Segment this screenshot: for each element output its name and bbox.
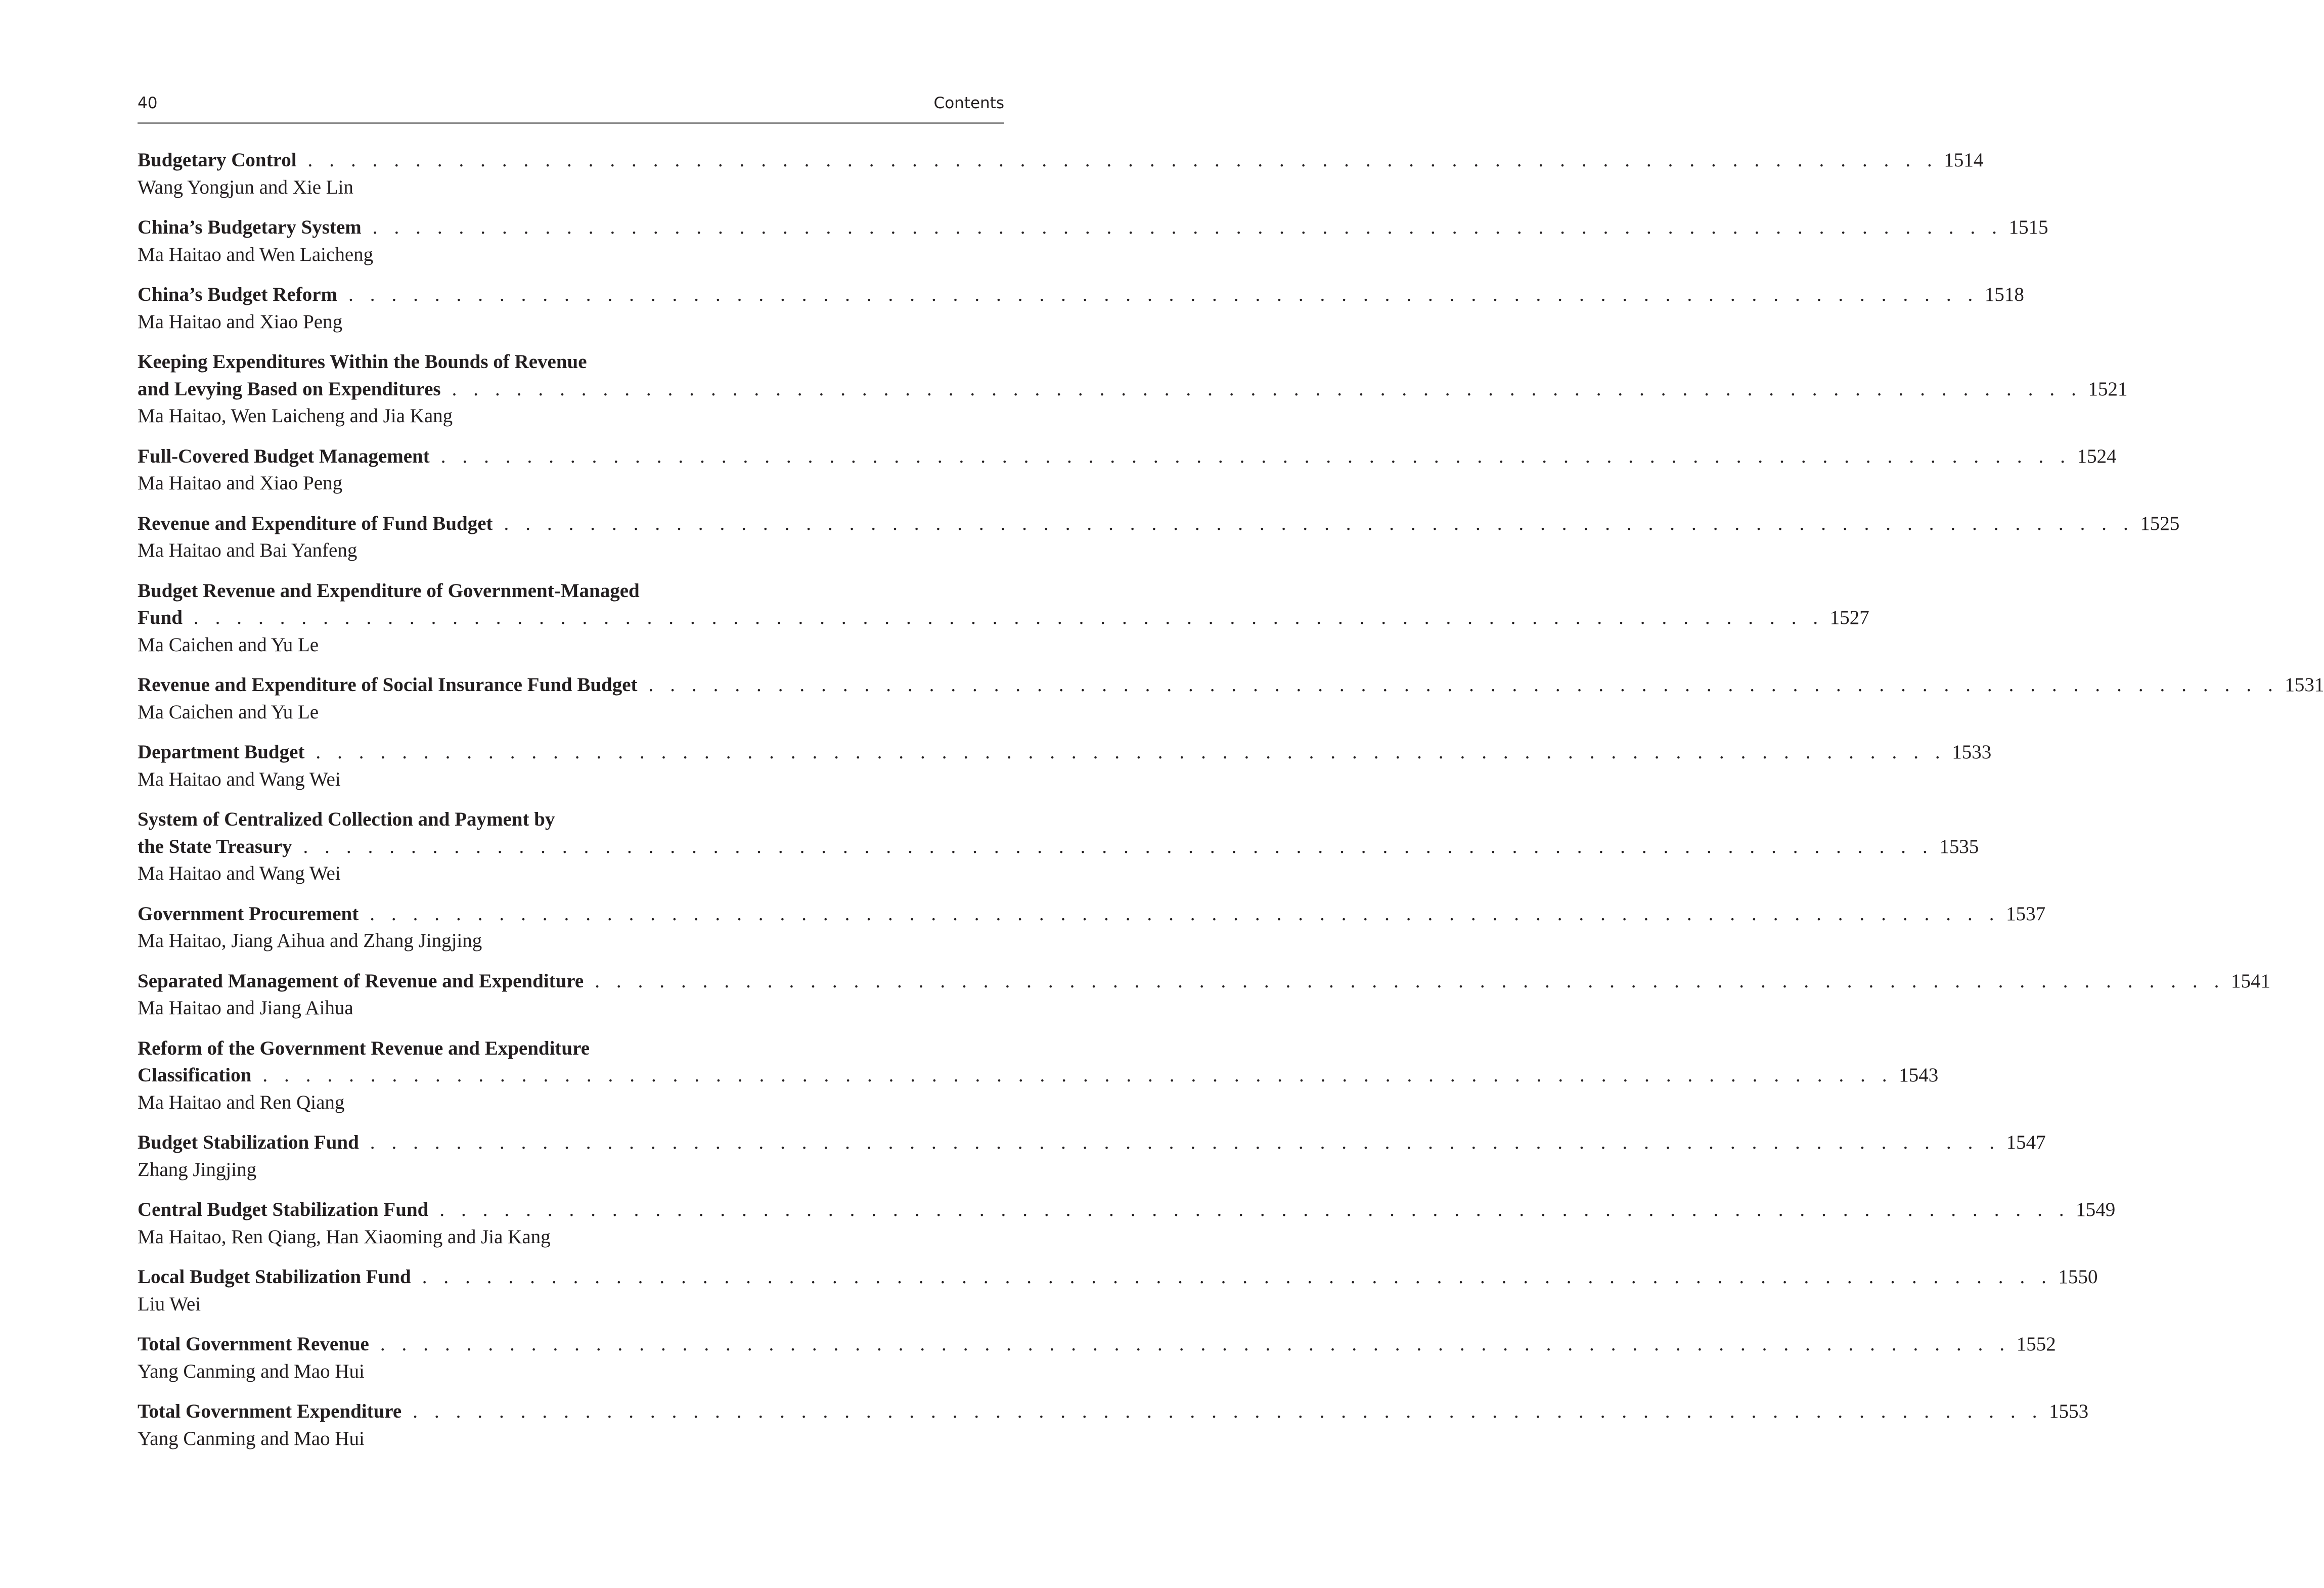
toc-entry[interactable] bbox=[138, 443, 2117, 497]
dot-leader: . . . . . . . . . . . . . . . . . . . . . . . . . . . . . . . . . . . . . . . . . . . . . . . . . . . . . . . . . . . . . . . . . . . . . . . . . . . . bbox=[595, 970, 2225, 992]
dot-leader: . . . . . . . . . . . . . . . . . . . . . . . . . . . . . . . . . . . . . . . . . . . . . . . . . . . . . . . . . . . . . . . . . . . . . . . . . . . . bbox=[303, 835, 1934, 857]
dot-leader: . . . . . . . . . . . . . . . . . . . . . . . . . . . . . . . . . . . . . . . . . . . . . . . . . . . . . . . . . . . . . . . . . . . . . . . . . . . . bbox=[370, 902, 2000, 925]
toc-entry[interactable] bbox=[138, 1129, 2046, 1183]
toc-entry[interactable] bbox=[138, 739, 1992, 793]
toc-entry[interactable] bbox=[138, 510, 2180, 564]
chapter-title-line bbox=[138, 900, 2046, 928]
page-reference: 1514 bbox=[1944, 149, 1984, 171]
chapter-title: Central Budget Stabilization Fund bbox=[138, 1199, 429, 1220]
chapter-authors: Zhang Jingjing bbox=[138, 1158, 257, 1181]
dot-leader: . . . . . . . . . . . . . . . . . . . . . . . . . . . . . . . . . . . . . . . . . . . . . . . . . . . . . . . . . . . . . . . . . . . . . . . . . . . . bbox=[307, 149, 1938, 171]
chapter-authors: Ma Haitao and Jiang Aihua bbox=[138, 997, 353, 1019]
page-reference: 1531 bbox=[2285, 674, 2324, 696]
page-reference: 1515 bbox=[2008, 216, 2048, 238]
chapter-title-line bbox=[138, 1263, 2098, 1291]
chapter-title-line bbox=[138, 1331, 2056, 1358]
chapter-title-line bbox=[138, 1196, 2116, 1223]
chapter-title: the State Treasury bbox=[138, 835, 292, 857]
page-reference: 1541 bbox=[2231, 970, 2271, 992]
dot-leader: . . . . . . . . . . . . . . . . . . . . . . . . . . . . . . . . . . . . . . . . . . . . . . . . . . . . . . . . . . . . . . . . . . . . . . . . . . . . bbox=[452, 378, 2082, 400]
chapter-title: Total Government Expenditure bbox=[138, 1400, 402, 1422]
dot-leader: . . . . . . . . . . . . . . . . . . . . . . . . . . . . . . . . . . . . . . . . . . . . . . . . . . . . . . . . . . . . . . . . . . . . . . . . . . . . bbox=[348, 284, 1979, 305]
toc-entry[interactable] bbox=[138, 1263, 2098, 1318]
chapter-title-line bbox=[138, 214, 2048, 241]
dot-leader: . . . . . . . . . . . . . . . . . . . . . . . . . . . . . . . . . . . . . . . . . . . . . . . . . . . . . . . . . . . . . . . . . . . . . . . . . . . . bbox=[193, 607, 1824, 628]
chapter-authors: Ma Haitao and Xiao Peng bbox=[138, 472, 343, 494]
chapter-authors: Ma Haitao, Wen Laicheng and Jia Kang bbox=[138, 405, 453, 427]
chapter-title: Fund bbox=[138, 607, 183, 628]
chapter-authors: Ma Haitao and Xiao Peng bbox=[138, 310, 343, 333]
dot-leader: . . . . . . . . . . . . . . . . . . . . . . . . . . . . . . . . . . . . . . . . . . . . . . . . . . . . . . . . . . . . . . . . . . . . . . . . . . . . bbox=[439, 1199, 2070, 1220]
page-reference: 1521 bbox=[2088, 378, 2128, 400]
chapter-title: China’s Budget Reform bbox=[138, 284, 338, 305]
chapter-title: Classification bbox=[138, 1064, 252, 1086]
chapter-title: China’s Budgetary System bbox=[138, 216, 362, 238]
chapter-authors: Yang Canming and Mao Hui bbox=[138, 1360, 365, 1382]
chapter-title: Revenue and Expenditure of Social Insurance Fund Budget bbox=[138, 674, 638, 696]
page-reference: 1518 bbox=[1984, 284, 2024, 305]
chapter-authors: Ma Haitao and Wang Wei bbox=[138, 863, 341, 884]
toc-entry[interactable] bbox=[138, 147, 1984, 201]
page-reference: 1533 bbox=[1952, 741, 1992, 763]
chapter-authors: Ma Haitao, Ren Qiang, Han Xiaoming and Jia Kang bbox=[138, 1226, 551, 1248]
chapter-authors: Ma Caichen and Yu Le bbox=[138, 633, 319, 656]
chapter-authors: Ma Caichen and Yu Le bbox=[138, 701, 319, 723]
chapter-title-line bbox=[138, 281, 2024, 308]
chapter-title-first-line: Budget Revenue and Expenditure of Government-Managed bbox=[138, 579, 640, 602]
chapter-title-line bbox=[138, 671, 2324, 699]
chapter-authors: Ma Haitao and Wen Laicheng bbox=[138, 243, 374, 265]
page-reference: 1535 bbox=[1939, 835, 1979, 857]
page-number: 40 bbox=[138, 94, 158, 112]
toc-entry[interactable] bbox=[138, 806, 1979, 887]
chapter-authors: Yang Canming and Mao Hui bbox=[138, 1427, 365, 1449]
chapter-title: Budget Stabilization Fund bbox=[138, 1131, 359, 1153]
chapter-title-first-line: System of Centralized Collection and Payment by bbox=[138, 808, 555, 830]
page-reference: 1543 bbox=[1899, 1064, 1939, 1086]
chapter-title-line bbox=[138, 739, 1992, 766]
toc-entry[interactable] bbox=[138, 1196, 2116, 1250]
chapter-title: and Levying Based on Expenditures bbox=[138, 378, 441, 400]
chapter-title-line bbox=[138, 604, 1869, 631]
dot-leader: . . . . . . . . . . . . . . . . . . . . . . . . . . . . . . . . . . . . . . . . . . . . . . . . . . . . . . . . . . . . . . . . . . . . . . . . . . . . bbox=[422, 1266, 2052, 1288]
chapter-title: Full-Covered Budget Management bbox=[138, 445, 430, 467]
toc-entry[interactable] bbox=[138, 1035, 1939, 1116]
chapter-title: Revenue and Expenditure of Fund Budget bbox=[138, 512, 493, 534]
toc-entry[interactable] bbox=[138, 1331, 2056, 1385]
toc-entry[interactable] bbox=[138, 577, 1869, 659]
chapter-title-first-line: Reform of the Government Revenue and Expenditure bbox=[138, 1037, 590, 1059]
running-head-title: Contents bbox=[933, 94, 1004, 112]
chapter-authors: Liu Wei bbox=[138, 1293, 201, 1315]
toc-entry[interactable] bbox=[138, 671, 2324, 725]
chapter-title: Government Procurement bbox=[138, 902, 359, 925]
chapter-authors: Ma Haitao, Jiang Aihua and Zhang Jingjing bbox=[138, 930, 482, 951]
chapter-title-line bbox=[138, 1398, 2089, 1425]
dot-leader: . . . . . . . . . . . . . . . . . . . . . . . . . . . . . . . . . . . . . . . . . . . . . . . . . . . . . . . . . . . . . . . . . . . . . . . . . . . . bbox=[440, 445, 2071, 467]
page-reference: 1525 bbox=[2140, 512, 2180, 534]
dot-leader: . . . . . . . . . . . . . . . . . . . . . . . . . . . . . . . . . . . . . . . . . . . . . . . . . . . . . . . . . . . . . . . . . . . . . . . . . . . . bbox=[413, 1400, 2043, 1422]
dot-leader: . . . . . . . . . . . . . . . . . . . . . . . . . . . . . . . . . . . . . . . . . . . . . . . . . . . . . . . . . . . . . . . . . . . . . . . . . . . . bbox=[372, 216, 2003, 238]
page-reference: 1550 bbox=[2058, 1266, 2098, 1288]
page-reference: 1524 bbox=[2077, 445, 2117, 467]
chapter-title-line bbox=[138, 968, 2271, 995]
page-reference: 1537 bbox=[2006, 902, 2046, 925]
chapter-title-line bbox=[138, 510, 2180, 537]
chapter-title: Separated Management of Revenue and Expenditure bbox=[138, 970, 584, 992]
toc-entry[interactable] bbox=[138, 968, 2271, 1022]
toc-entry[interactable] bbox=[138, 1398, 2089, 1452]
table-of-contents bbox=[138, 147, 2324, 1465]
chapter-title-first-line: Keeping Expenditures Within the Bounds of Revenue bbox=[138, 351, 587, 373]
chapter-title-line bbox=[138, 147, 1984, 174]
dot-leader: . . . . . . . . . . . . . . . . . . . . . . . . . . . . . . . . . . . . . . . . . . . . . . . . . . . . . . . . . . . . . . . . . . . . . . . . . . . . bbox=[370, 1131, 2000, 1153]
chapter-authors: Wang Yongjun and Xie Lin bbox=[138, 176, 353, 198]
page-reference: 1547 bbox=[2006, 1131, 2046, 1153]
chapter-authors: Ma Haitao and Ren Qiang bbox=[138, 1091, 345, 1113]
chapter-title: Total Government Revenue bbox=[138, 1333, 369, 1355]
toc-entry[interactable] bbox=[138, 214, 2048, 268]
chapter-title-line bbox=[138, 443, 2117, 470]
chapter-title-line bbox=[138, 833, 1979, 860]
toc-entry[interactable] bbox=[138, 281, 2024, 335]
dot-leader: . . . . . . . . . . . . . . . . . . . . . . . . . . . . . . . . . . . . . . . . . . . . . . . . . . . . . . . . . . . . . . . . . . . . . . . . . . . . bbox=[262, 1064, 1893, 1086]
dot-leader: . . . . . . . . . . . . . . . . . . . . . . . . . . . . . . . . . . . . . . . . . . . . . . . . . . . . . . . . . . . . . . . . . . . . . . . . . . . . bbox=[648, 674, 2279, 696]
chapter-title: Department Budget bbox=[138, 741, 305, 763]
page-reference: 1549 bbox=[2076, 1199, 2116, 1220]
toc-entry[interactable] bbox=[138, 348, 2128, 430]
running-head bbox=[138, 91, 1004, 116]
header-rule bbox=[138, 122, 1004, 124]
toc-entry[interactable] bbox=[138, 900, 2046, 955]
chapter-authors: Ma Haitao and Bai Yanfeng bbox=[138, 539, 357, 561]
chapter-title-line bbox=[138, 1062, 1939, 1089]
page-reference: 1527 bbox=[1829, 607, 1869, 628]
chapter-title: Budgetary Control bbox=[138, 149, 297, 171]
page-reference: 1552 bbox=[2016, 1333, 2056, 1355]
chapter-title-line bbox=[138, 1129, 2046, 1156]
chapter-authors: Ma Haitao and Wang Wei bbox=[138, 768, 341, 790]
dot-leader: . . . . . . . . . . . . . . . . . . . . . . . . . . . . . . . . . . . . . . . . . . . . . . . . . . . . . . . . . . . . . . . . . . . . . . . . . . . . bbox=[380, 1333, 2010, 1355]
chapter-title-line bbox=[138, 376, 2128, 403]
dot-leader: . . . . . . . . . . . . . . . . . . . . . . . . . . . . . . . . . . . . . . . . . . . . . . . . . . . . . . . . . . . . . . . . . . . . . . . . . . . . bbox=[316, 741, 1946, 763]
page-reference: 1553 bbox=[2049, 1400, 2089, 1422]
dot-leader: . . . . . . . . . . . . . . . . . . . . . . . . . . . . . . . . . . . . . . . . . . . . . . . . . . . . . . . . . . . . . . . . . . . . . . . . . . . . bbox=[504, 512, 2134, 534]
chapter-title: Local Budget Stabilization Fund bbox=[138, 1266, 411, 1288]
